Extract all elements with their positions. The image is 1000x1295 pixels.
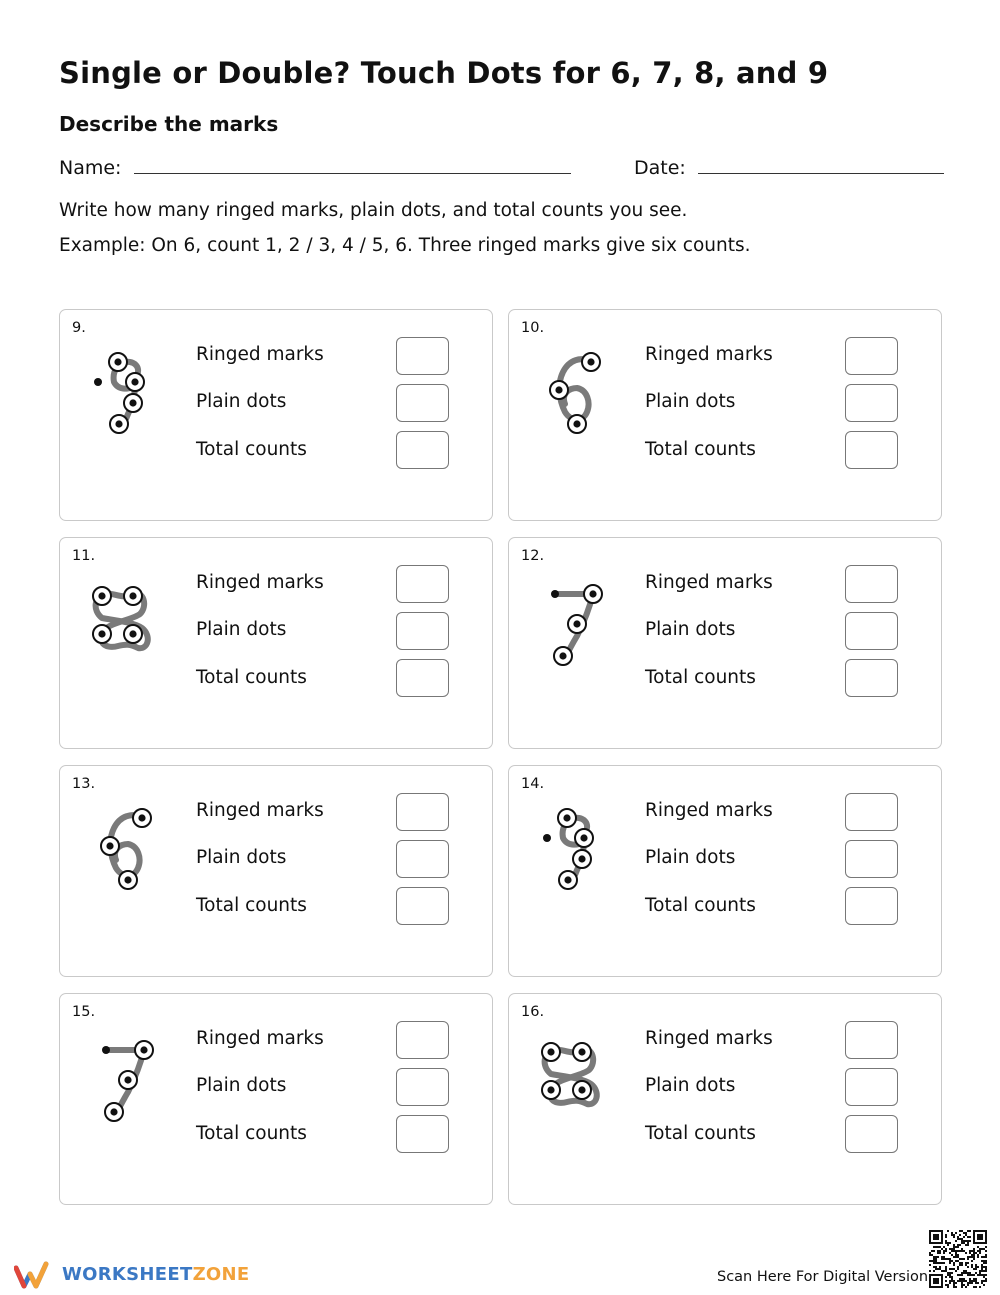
row-label: Plain dots (196, 391, 287, 412)
ringed-touch-dot-icon (110, 415, 128, 433)
ringed-touch-dot-icon (573, 1081, 591, 1099)
ringed-touch-dot-icon (542, 1043, 560, 1061)
plain-touch-dot-icon (102, 1046, 110, 1054)
plain-dots-answer-box[interactable] (396, 384, 449, 422)
row-label: Total counts (645, 439, 756, 460)
problem-card (508, 309, 942, 521)
ringed-touch-dot-icon (124, 587, 142, 605)
row-label: Ringed marks (196, 572, 324, 593)
ringed-marks-answer-box[interactable] (845, 1021, 898, 1059)
ringed-touch-dot-icon (133, 809, 151, 827)
problem-card (59, 309, 493, 521)
ringed-marks-answer-box[interactable] (845, 565, 898, 603)
ringed-marks-answer-box[interactable] (396, 793, 449, 831)
total-counts-answer-box[interactable] (845, 887, 898, 925)
ringed-touch-dot-icon (550, 381, 568, 399)
name-label: Name: (59, 157, 122, 179)
problem-card (59, 765, 493, 977)
scan-text: Scan Here For Digital Version (717, 1269, 929, 1285)
ringed-touch-dot-icon (93, 625, 111, 643)
ringed-marks-answer-box[interactable] (396, 337, 449, 375)
problem-card (508, 765, 942, 977)
ringed-touch-dot-icon (584, 585, 602, 603)
brand-name (62, 1264, 250, 1285)
ringed-touch-dot-icon (105, 1103, 123, 1121)
name-field[interactable] (59, 155, 571, 179)
ringed-touch-dot-icon (135, 1041, 153, 1059)
touch-dot-numeral-6-icon (531, 342, 601, 442)
plain-dots-answer-box[interactable] (845, 612, 898, 650)
row-label: Ringed marks (645, 800, 773, 821)
ringed-marks-answer-box[interactable] (845, 337, 898, 375)
total-counts-answer-box[interactable] (396, 659, 449, 697)
brand-part2: ZONE (192, 1264, 250, 1285)
ringed-touch-dot-icon (124, 394, 142, 412)
touch-dot-numeral-9-icon (82, 342, 152, 442)
row-label: Total counts (196, 1123, 307, 1144)
problem-card (508, 993, 942, 1205)
ringed-touch-dot-icon (119, 871, 137, 889)
plain-dots-answer-box[interactable] (845, 1068, 898, 1106)
problem-card (508, 537, 942, 749)
total-counts-answer-box[interactable] (396, 887, 449, 925)
plain-dots-answer-box[interactable] (396, 840, 449, 878)
ringed-touch-dot-icon (554, 647, 572, 665)
touch-dot-numeral-7-icon (531, 570, 601, 670)
row-label: Ringed marks (196, 1028, 324, 1049)
ringed-touch-dot-icon (582, 353, 600, 371)
row-label: Plain dots (196, 847, 287, 868)
date-field[interactable] (634, 155, 944, 179)
ringed-touch-dot-icon (568, 615, 586, 633)
ringed-touch-dot-icon (573, 850, 591, 868)
row-label: Total counts (196, 439, 307, 460)
ringed-touch-dot-icon (101, 837, 119, 855)
row-label: Ringed marks (645, 344, 773, 365)
date-line[interactable] (698, 155, 944, 174)
problem-number: 15. (72, 1004, 96, 1020)
total-counts-answer-box[interactable] (396, 431, 449, 469)
problem-number: 14. (521, 776, 545, 792)
problem-number: 13. (72, 776, 96, 792)
plain-touch-dot-icon (551, 590, 559, 598)
touch-dot-numeral-8-icon (82, 570, 152, 670)
row-label: Total counts (196, 667, 307, 688)
example-text: Example: On 6, count 1, 2 / 3, 4 / 5, 6. Three ringed marks give six counts. (59, 235, 751, 256)
section-subtitle: Describe the marks (59, 112, 279, 136)
ringed-touch-dot-icon (109, 353, 127, 371)
plain-dots-answer-box[interactable] (396, 612, 449, 650)
brand-part1: WORKSHEET (62, 1264, 193, 1285)
touch-dot-numeral-9-icon (531, 798, 601, 898)
ringed-marks-answer-box[interactable] (396, 565, 449, 603)
qr-code-icon[interactable] (929, 1230, 987, 1288)
row-label: Plain dots (645, 619, 736, 640)
plain-dots-answer-box[interactable] (845, 840, 898, 878)
row-label: Ringed marks (196, 800, 324, 821)
ringed-marks-answer-box[interactable] (845, 793, 898, 831)
date-label: Date: (634, 157, 686, 179)
plain-dots-answer-box[interactable] (845, 384, 898, 422)
name-line[interactable] (134, 155, 571, 174)
row-label: Plain dots (645, 847, 736, 868)
total-counts-answer-box[interactable] (845, 431, 898, 469)
ringed-marks-answer-box[interactable] (396, 1021, 449, 1059)
problem-number: 9. (72, 320, 86, 336)
row-label: Plain dots (196, 619, 287, 640)
ringed-touch-dot-icon (542, 1081, 560, 1099)
plain-dots-answer-box[interactable] (396, 1068, 449, 1106)
page-title: Single or Double? Touch Dots for 6, 7, 8, and 9 (59, 56, 829, 90)
touch-dot-numeral-6-icon (82, 798, 152, 898)
total-counts-answer-box[interactable] (845, 1115, 898, 1153)
row-label: Total counts (645, 895, 756, 916)
instruction-text: Write how many ringed marks, plain dots, and total counts you see. (59, 200, 688, 221)
ringed-touch-dot-icon (93, 587, 111, 605)
problem-number: 11. (72, 548, 96, 564)
row-label: Total counts (645, 667, 756, 688)
ringed-touch-dot-icon (575, 829, 593, 847)
ringed-touch-dot-icon (119, 1071, 137, 1089)
total-counts-answer-box[interactable] (396, 1115, 449, 1153)
problem-number: 16. (521, 1004, 545, 1020)
plain-touch-dot-icon (543, 834, 551, 842)
problem-number: 10. (521, 320, 545, 336)
problem-card (59, 537, 493, 749)
ringed-touch-dot-icon (573, 1043, 591, 1061)
problem-card (59, 993, 493, 1205)
plain-touch-dot-icon (94, 378, 102, 386)
total-counts-answer-box[interactable] (845, 659, 898, 697)
ringed-touch-dot-icon (568, 415, 586, 433)
row-label: Ringed marks (196, 344, 324, 365)
row-label: Plain dots (196, 1075, 287, 1096)
problem-number: 12. (521, 548, 545, 564)
ringed-touch-dot-icon (559, 871, 577, 889)
touch-dot-numeral-8-icon (531, 1026, 601, 1126)
row-label: Total counts (196, 895, 307, 916)
touch-dot-numeral-7-icon (82, 1026, 152, 1126)
row-label: Ringed marks (645, 1028, 773, 1049)
ringed-touch-dot-icon (124, 625, 142, 643)
row-label: Total counts (645, 1123, 756, 1144)
row-label: Ringed marks (645, 572, 773, 593)
row-label: Plain dots (645, 1075, 736, 1096)
row-label: Plain dots (645, 391, 736, 412)
ringed-touch-dot-icon (558, 809, 576, 827)
ringed-touch-dot-icon (126, 373, 144, 391)
